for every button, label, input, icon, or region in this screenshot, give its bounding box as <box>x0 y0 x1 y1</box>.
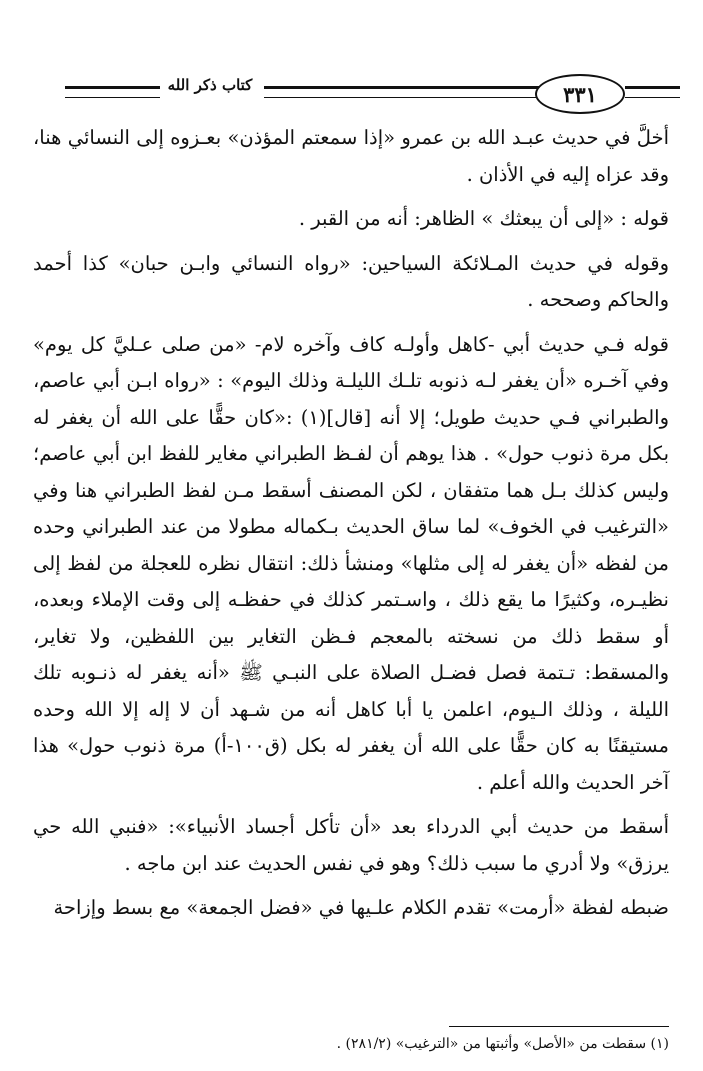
paragraph-6: ضبطه لفظة «أرمت» تقدم الكلام علـيها في «فضل الجمعة» مع بسط وإزاحة <box>53 896 669 919</box>
page-header <box>40 62 680 122</box>
main-text <box>33 120 669 935</box>
header-rule-middle <box>264 86 539 98</box>
paragraph-2: قوله : «إلى أن يبعثك » الظاهر: أنه من القبر . <box>298 207 669 230</box>
footnote-separator <box>449 1026 669 1027</box>
header-rule-right <box>625 86 680 98</box>
paragraph-4: قوله فـي حديث أبي -كاهل وأولـه كاف وآخره لام- «من صلى عـليَّ كل يوم» وفي آخـره «أن يغفر لـه ذنوبه تلـك الليلـة وذلك اليوم» : «رواه ابـن أبي عاصم، والطبراني فـي حديث طويل؛ إلا أنه [قال](١) :«كان حقًّا على الله أن يغفر له بكل مرة ذنوب حول» . هذا يوهم أن لفـظ الطبراني مغاير للفظ ابن أبي عاصم؛ وليس كذلك بـل هما متفقان ، لكن المصنف أسقط مـن لفظ الطبراني هنا وفي «الترغيب في الخوف» لما ساق الحديث بـكماله مطولا من عند الطبراني وحده من لفظه «أن يغفر له إلى مثلها» ومنشأ ذلك: انتقال نظره للعجلة من لفظ إلى نظيـره، وكثيرًا ما يقع ذلك ، واسـتمر كذلك في حفظـه إلى وقت الإملاء وبعده، أو سقط ذلك من نسخته بالمعجم فـظن التغاير بين اللفظين، ولا تغاير، والمسقط: تـتمة فصل فضـل الصلاة على النبـي ﷺ «أنه يغفر له ذنـوبه تلك الليلة ، وذلك الـيوم، اعلمن يا أبا كاهل أنه من شـهد أن لا إله إلا الله وحده مستيقنًا به كان حقًّا على الله أن يغفر له بكل (ق١٠٠-أ) مرة ذنوب حول» هذا آخر الحديث والله أعلم . <box>33 332 670 794</box>
paragraph-1: أخلَّ في حديث عبـد الله بن عمرو «إذا سمعتم المؤذن» بعـزوه إلى النسائي هنا، وقد عزاه إليه في الأذان . <box>33 126 669 186</box>
paragraph-3: وقوله في حديث المـلائكة السياحين: «رواه النسائي وابـن حبان» كذا أحمد والحاكم وصححه . <box>33 251 669 311</box>
footnote: (١) سقطت من «الأصل» وأثبتها من «الترغيب» (٢٨١/٢) . <box>336 1036 669 1052</box>
header-rule-left <box>65 86 160 98</box>
paragraph-5: أسقط من حديث أبي الدرداء بعد «أن تأكل أجساد الأنبياء»: «فنبي الله حي يرزق» ولا أدري ما سبب ذلك؟ وهو في نفس الحديث عند ابن ماجه . <box>33 815 669 875</box>
page-number: ٣٣١ <box>535 74 625 114</box>
running-title: كتاب ذكر الله <box>167 76 253 94</box>
